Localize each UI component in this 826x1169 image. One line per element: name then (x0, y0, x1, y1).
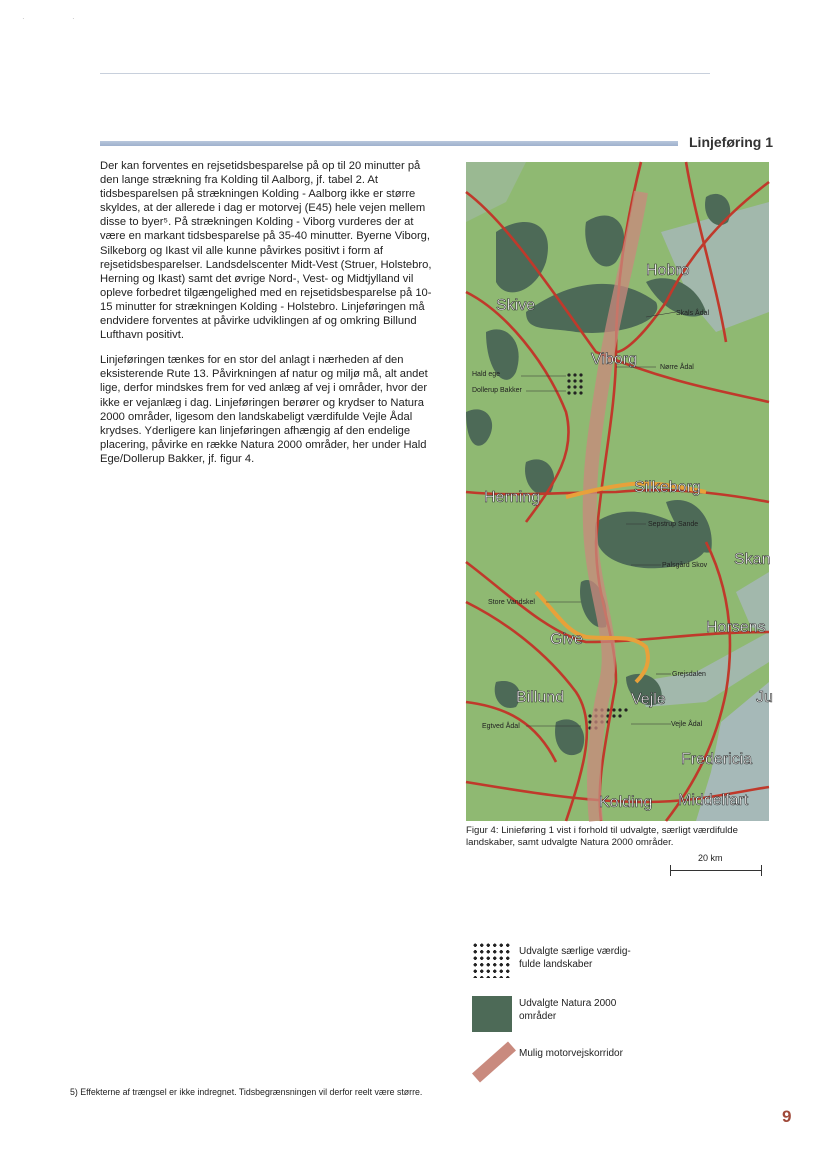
map-town-label: Middelfart (678, 792, 749, 809)
map-town-label: Vejle (631, 691, 666, 708)
dots-swatch-icon (472, 942, 512, 978)
map-area-label: Store Vandskel (488, 599, 535, 606)
corner-mark: · (22, 14, 25, 23)
map-town-label: Give (550, 631, 583, 648)
legend-label: Mulig motorvejskorridor (519, 1048, 623, 1059)
paragraph: Der kan forventes en rejsetidsbesparelse på op til 20 minutter på den lange strækning fra Kolding til Aalborg, jf. tabel 2. At tidsbesparelsen på strækningen Kolding - Aalborg ikke er større skyldes, at der allerede i dag er motorvej (E45) hele vejen mellem disse to byer⁵. På strækningen Kolding - Viborg vurderes der at være en markant tidsbesparelse på 35-40 minutter. Byerne Viborg, Silkeborg og Ikast vil alle kunne påvirkes positivt i form af rejsetidsbesparelser. Landsdelscenter Midt-Vest (Struer, Holstebro, Herning og Ikast) samt det øvrige Nord-, Vest- og Midtjylland vil opleve forbedret tilgængelighed med en rejsetidsbesparelse på 10-15 minutter for strækningen Kolding - Holstebro. Linjeføringen må endvidere forventes at påvirke udviklingen af og omkring Billund Lufthavn positivt. (100, 160, 432, 342)
map-area-label: Hald ege (472, 371, 501, 378)
map-town-label: Ju (756, 689, 773, 706)
corridor-swatch-icon (472, 1042, 518, 1082)
page-number: 9 (782, 1107, 792, 1126)
map-area-label: Vejle Ådal (671, 721, 703, 728)
map-area-label: Palsgård Skov (662, 562, 708, 569)
map-area-label: Skals Ådal (676, 310, 710, 317)
map-area-label: Egtved Ådal (482, 723, 520, 730)
map-area-label: Sepstrup Sande (648, 521, 699, 528)
footnote: 5) Effekterne af trængsel er ikke indregnet. Tidsbegrænsningen vil derfor reelt være større. (70, 1087, 423, 1097)
scale-tick (670, 865, 671, 876)
legend-label: Udvalgte Natura 2000 (519, 998, 617, 1009)
map-town-label: Skan (734, 551, 771, 568)
map-town-label: Billund (516, 689, 565, 706)
legend-label: fulde landskaber (519, 958, 593, 970)
map-town-label: Kolding (599, 794, 653, 811)
map-town-label: Herning (484, 489, 541, 506)
map-town-label: Fredericia (681, 751, 753, 768)
map-area-label: Grejsdalen (672, 671, 706, 678)
top-divider (100, 73, 710, 74)
scale-tick (761, 865, 762, 876)
paragraph: Linjeføringen tænkes for en stor del anlagt i nærheden af den eksisterende Rute 13. Påvirkningen af natur og miljø må, alt andet lige, derfor mindskes frem for ved anlæg af vej i områder, hvor der ikke er vejanlæg i dag. Linjeføringen berører og krydser to Natura 2000 områder, ligesom den landskabeligt værdifulde Vejle Ådal krydses. Yderligere kan linjeføringen afhængig af den endelige placering, påvirke en række Natura 2000 områder, her under Hald Ege/Dollerup Bakker, jf. figur 4. (100, 354, 428, 465)
green-swatch-icon (472, 996, 512, 1032)
map-town-label: Silkeborg (634, 479, 701, 496)
section-title: Linjeføring 1 (689, 134, 773, 150)
corner-mark: · (72, 14, 75, 23)
map-town-label: Hobro (646, 262, 690, 279)
route-map (466, 162, 773, 821)
scale-label: 20 km (698, 853, 723, 863)
map-town-label: Horsens (706, 619, 766, 636)
map-town-label: Skive (496, 297, 536, 314)
legend-label: områder (519, 1010, 557, 1022)
body-text (100, 159, 435, 477)
header-rule (100, 141, 678, 146)
map-town-label: Viborg (591, 351, 637, 368)
map-area-label: Dollerup Bakker (472, 387, 522, 394)
scale-bar (670, 853, 765, 879)
figure-caption: Figur 4: Linieføring 1 vist i forhold til udvalgte, særligt værdifulde landskaber, samt udvalgte Natura 2000 områder. (466, 825, 738, 848)
legend-label: Udvalgte særlige værdig- (519, 946, 631, 957)
map-area-label: Nørre Ådal (660, 364, 694, 371)
scale-line (670, 870, 762, 871)
